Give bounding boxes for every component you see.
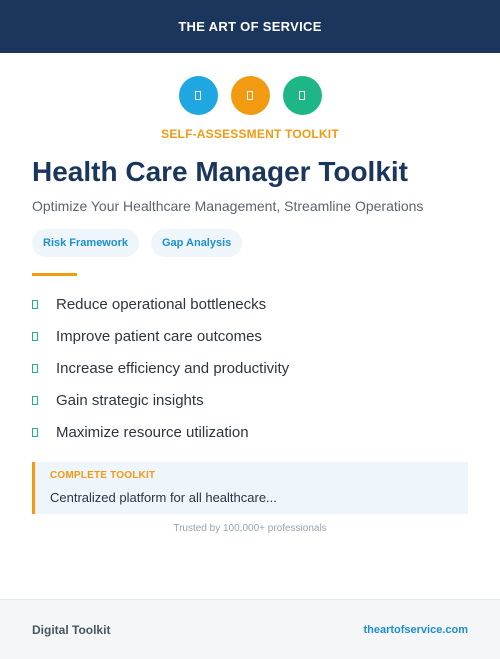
checkbox-icon: [32, 300, 38, 309]
footer: [0, 599, 500, 659]
checkbox-icon: [32, 364, 38, 373]
top-banner: [0, 0, 500, 53]
list-item: [32, 320, 468, 352]
benefit-text: Reduce operational bottlenecks: [56, 295, 267, 313]
checkbox-icon: [32, 428, 38, 437]
checkbox-icon: [32, 396, 38, 405]
tag-list: [32, 229, 468, 257]
website-link[interactable]: theartofservice.com: [363, 623, 468, 636]
list-item: [32, 384, 468, 416]
tag-gap-analysis[interactable]: Gap Analysis: [151, 229, 242, 257]
icon-row: [0, 76, 500, 115]
accent-divider: [32, 273, 77, 276]
document-icon: [179, 76, 218, 115]
callout-text: Centralized platform for all healthcare...: [50, 490, 277, 505]
benefit-text: Gain strategic insights: [56, 391, 204, 409]
benefit-text: Maximize resource utilization: [56, 423, 249, 441]
benefit-list: [32, 288, 468, 448]
list-item: [32, 352, 468, 384]
list-item: [32, 416, 468, 448]
tag-risk-framework[interactable]: Risk Framework: [32, 229, 139, 257]
document-icon: [283, 76, 322, 115]
benefit-text: Improve patient care outcomes: [56, 327, 262, 345]
benefit-text: Increase efficiency and productivity: [56, 359, 290, 377]
checkbox-icon: [32, 332, 38, 341]
eyebrow-label: SELF-ASSESSMENT TOOLKIT: [161, 127, 339, 141]
page-subtitle: Optimize Your Healthcare Management, Streamline Operations: [32, 198, 424, 214]
callout-label: COMPLETE TOOLKIT: [50, 470, 156, 481]
main-content: [0, 155, 500, 534]
list-item: [32, 288, 468, 320]
footer-label: Digital Toolkit: [32, 622, 111, 637]
brand-name: THE ART OF SERVICE: [178, 19, 322, 34]
toolkit-callout: [32, 462, 468, 514]
document-icon: [231, 76, 270, 115]
trust-note: Trusted by 100,000+ professionals: [173, 523, 327, 534]
page-title: Health Care Manager Toolkit: [32, 156, 409, 187]
